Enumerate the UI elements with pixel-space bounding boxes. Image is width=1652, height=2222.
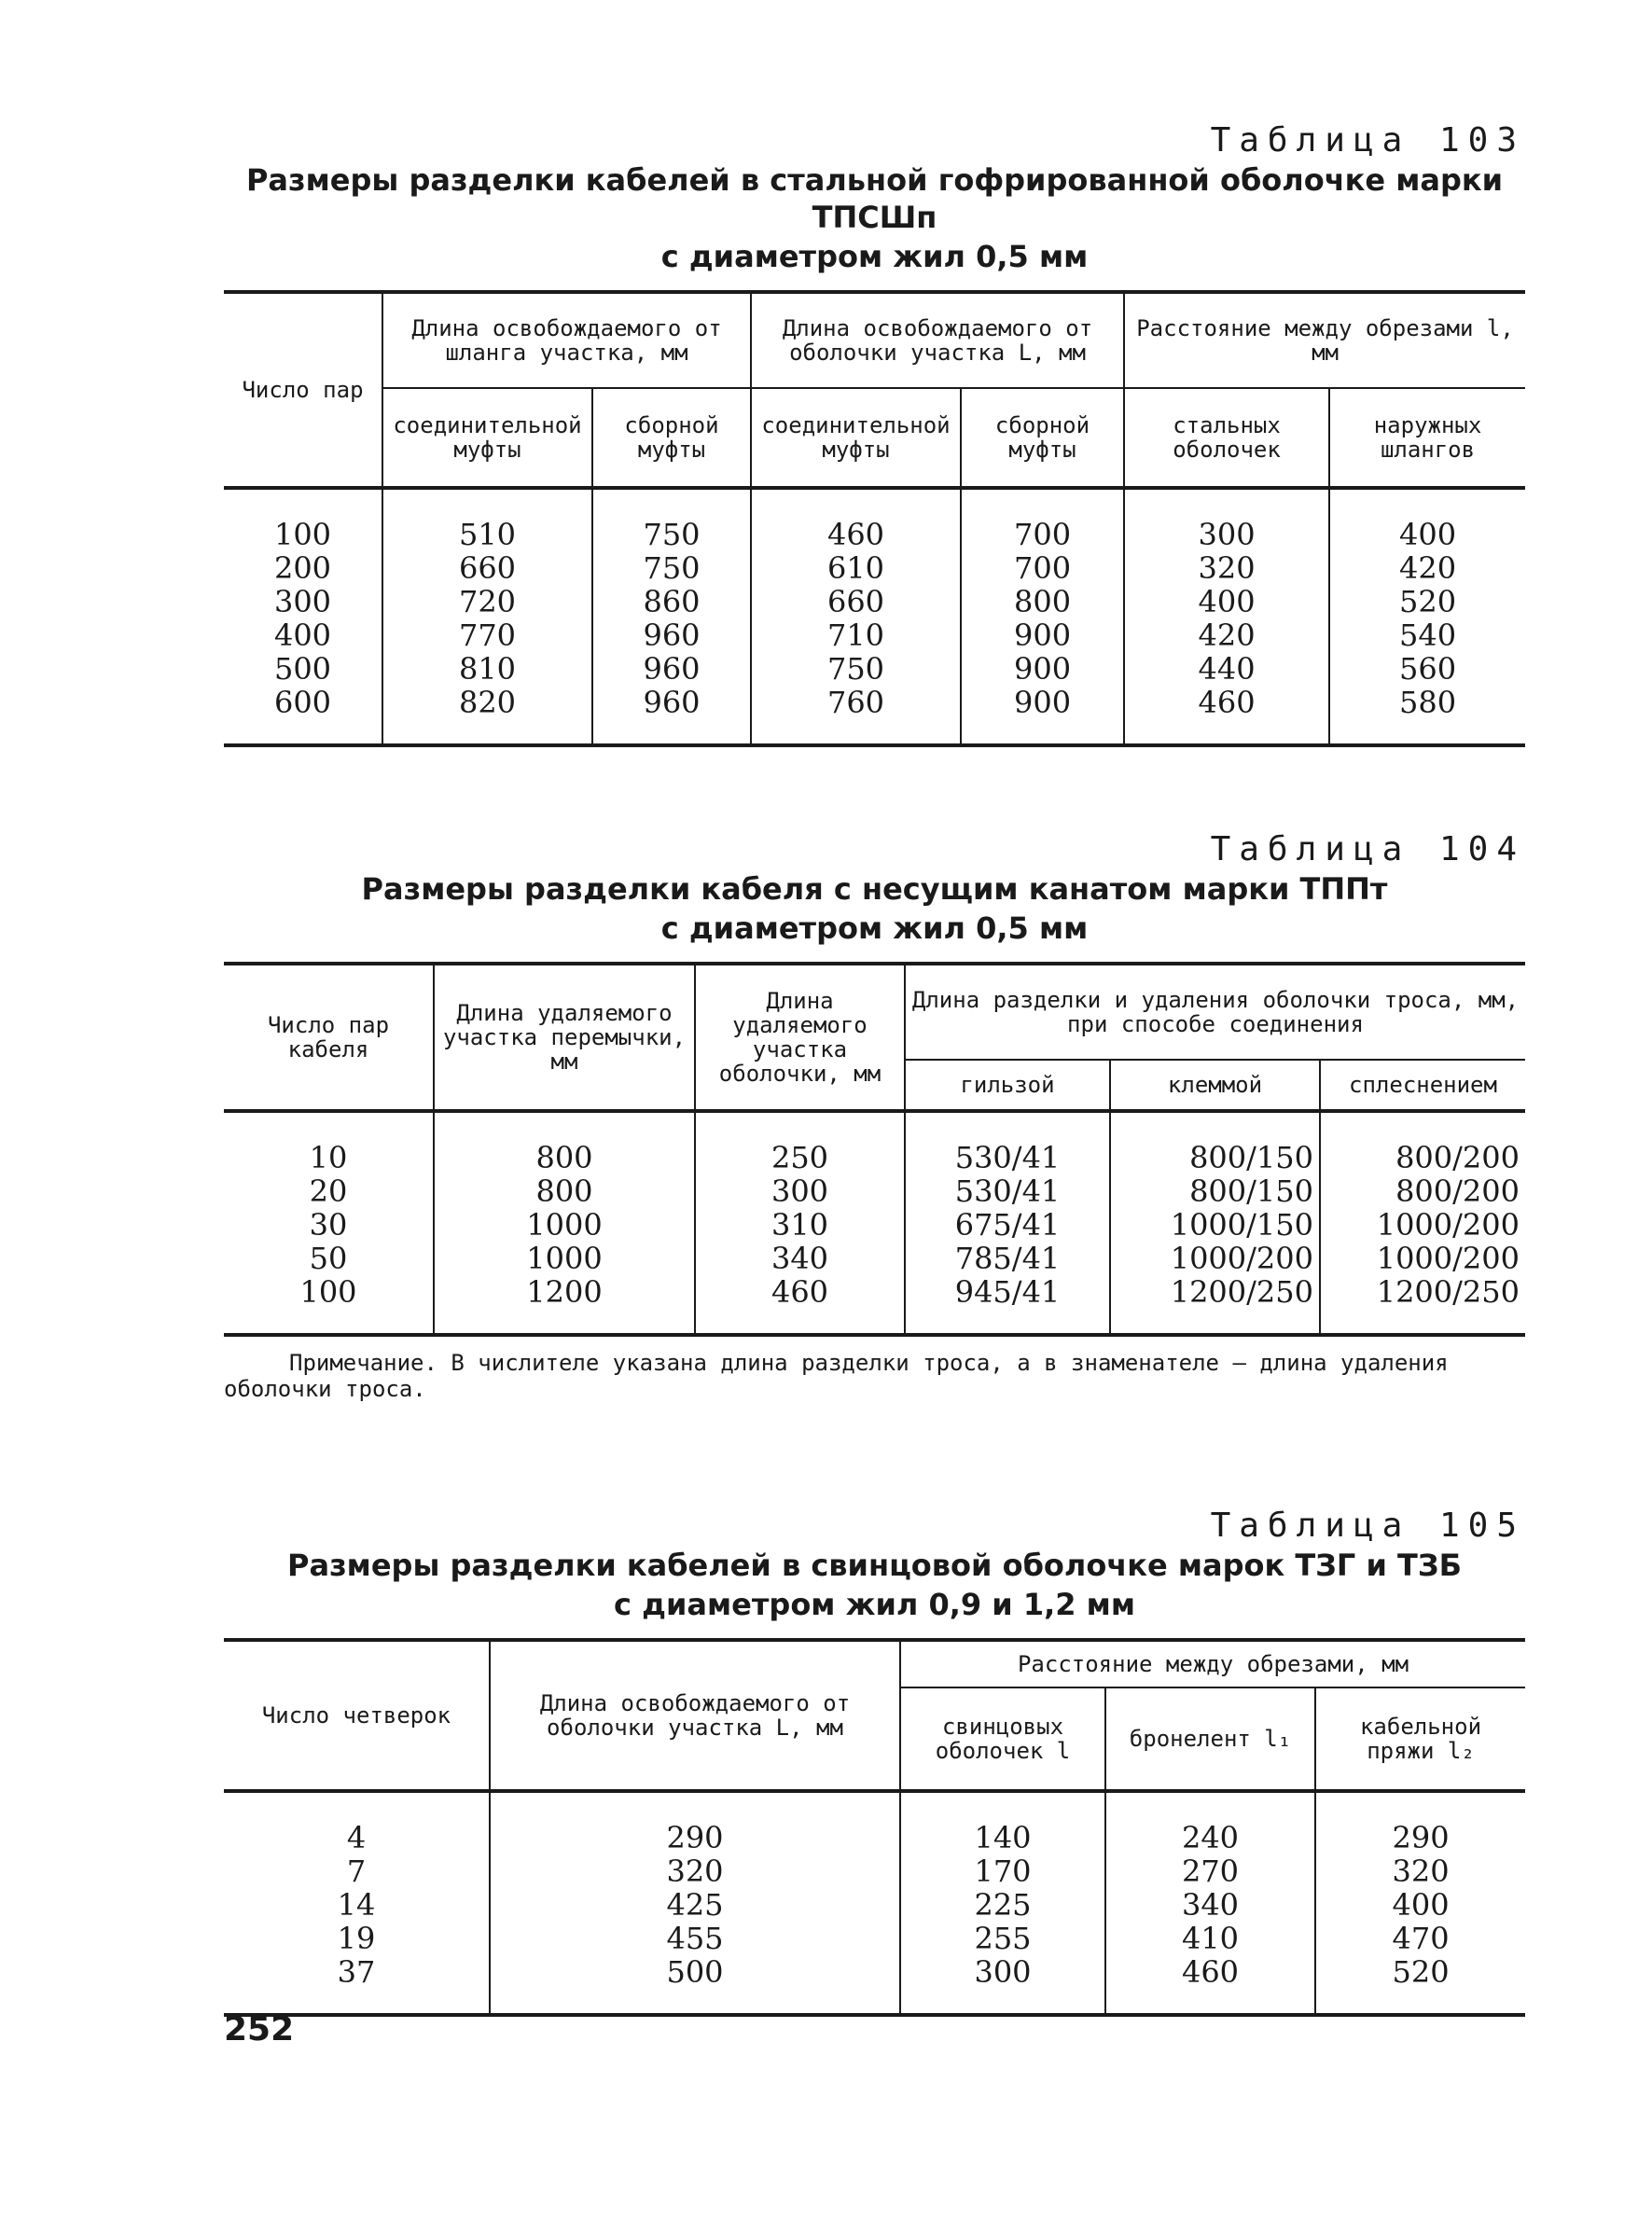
header-pairs: Число пар [224,292,382,488]
header-cable-yarn: кабельной пряжи l₂ [1315,1687,1525,1791]
table-103-number: Таблица 103 [1210,121,1525,160]
header-assembly-1: сборной муфты [592,388,751,488]
col-sheath-connector: 460 610 660 710 750 760 [751,488,961,745]
table-103-title-line1: Размеры разделки кабелей в стальной гофрированной оболочке марки ТПСШп [245,162,1504,235]
table-105-title-line2: с диаметром жил 0,9 и 1,2 мм [614,1587,1135,1622]
table-104-note: Примечание. В числителе указана длина разделки троса, а в знаменателе — длина удаления оболочки троса. [224,1350,1449,1402]
header-connector-1: соединительной муфты [382,388,592,488]
table-105-number: Таблица 105 [1210,1507,1525,1545]
col-jumper-length: 800 800 1000 1000 1200 [434,1111,695,1335]
col-sleeve: 530/41 530/41 675/41 785/41 945/41 [905,1111,1110,1335]
header-sheath-length: Длина удаляемого участка оболочки, мм [695,964,905,1111]
header-free-length: Длина освобождаемого от оболочки участка L, мм [490,1640,900,1791]
header-pairs: Число пар кабеля [224,964,434,1111]
col-cable-yarn: 290 320 400 470 520 [1315,1791,1525,2015]
table-105-title-line1: Размеры разделки кабелей в свинцовой оболочке марок ТЗГ и ТЗБ [287,1548,1462,1583]
col-steel-sheaths: 300 320 400 420 440 460 [1124,488,1329,745]
table-104-title-line2: с диаметром жил 0,5 мм [660,910,1089,946]
col-quads: 4 7 14 19 37 [337,1820,376,1990]
header-splice: сплеснением [1320,1060,1525,1111]
col-clamp: 800/150 800/150 1000/150 1000/200 1200/250 [1110,1111,1320,1335]
header-hose-length: Длина освобождаемого от шланга участка, мм [382,292,751,388]
table-104-block [224,830,1525,1402]
header-sleeve: гильзой [905,1060,1110,1111]
table-103 [224,290,1525,747]
header-cut-distance: Расстояние между обрезами l, мм [1124,292,1525,388]
col-outer-hoses: 400 420 520 540 560 580 [1329,488,1525,745]
col-armor-tapes: 240 270 340 410 460 [1105,1791,1315,2015]
col-free-length: 290 320 425 455 500 [490,1791,900,2015]
header-sheath-length: Длина освобождаемого от оболочки участка L, мм [751,292,1124,388]
header-quads: Число четверок [224,1640,490,1791]
col-hose-connector: 510 660 720 770 810 820 [382,488,592,745]
header-assembly-2: сборной муфты [961,388,1124,488]
col-lead-sheaths: 140 170 225 255 300 [900,1791,1105,2015]
header-connector-2: соединительной муфты [751,388,961,488]
col-sheath-assembly: 700 700 800 900 900 900 [961,488,1124,745]
table-104-title-line1: Размеры разделки кабеля с несущим канатом марки ТППт [361,871,1388,907]
table-104-number: Таблица 104 [1210,830,1525,868]
col-pairs: 10 20 30 50 100 [299,1140,357,1310]
header-clamp: клеммой [1110,1060,1320,1111]
header-lead-sheaths: свинцовых оболочек l [900,1687,1105,1791]
col-pairs: 100 200 300 400 500 600 [273,517,332,720]
col-sheath-length: 250 300 310 340 460 [695,1111,905,1335]
table-104 [224,962,1525,1337]
table-103-title-line2: с диаметром жил 0,5 мм [660,239,1089,274]
header-outer-hoses: наружных шлангов [1329,388,1525,488]
header-steel-sheaths: стальных оболочек [1124,388,1329,488]
table-105 [224,1638,1525,2017]
table-105-block [224,1507,1525,2017]
header-armor-tapes: бронелент l₁ [1105,1687,1315,1791]
page-number: 252 [224,2010,295,2048]
col-hose-assembly: 750 750 860 960 960 960 [592,488,751,745]
header-cable-cut: Длина разделки и удаления оболочки троса, мм, при способе соединения [905,964,1525,1060]
header-jumper-length: Длина удаляемого участка перемычки, мм [434,964,695,1111]
table-103-block [224,121,1525,747]
col-splice: 800/200 800/200 1000/200 1000/200 1200/250 [1320,1111,1525,1335]
header-cut-distance: Расстояние между обрезами, мм [900,1640,1525,1687]
